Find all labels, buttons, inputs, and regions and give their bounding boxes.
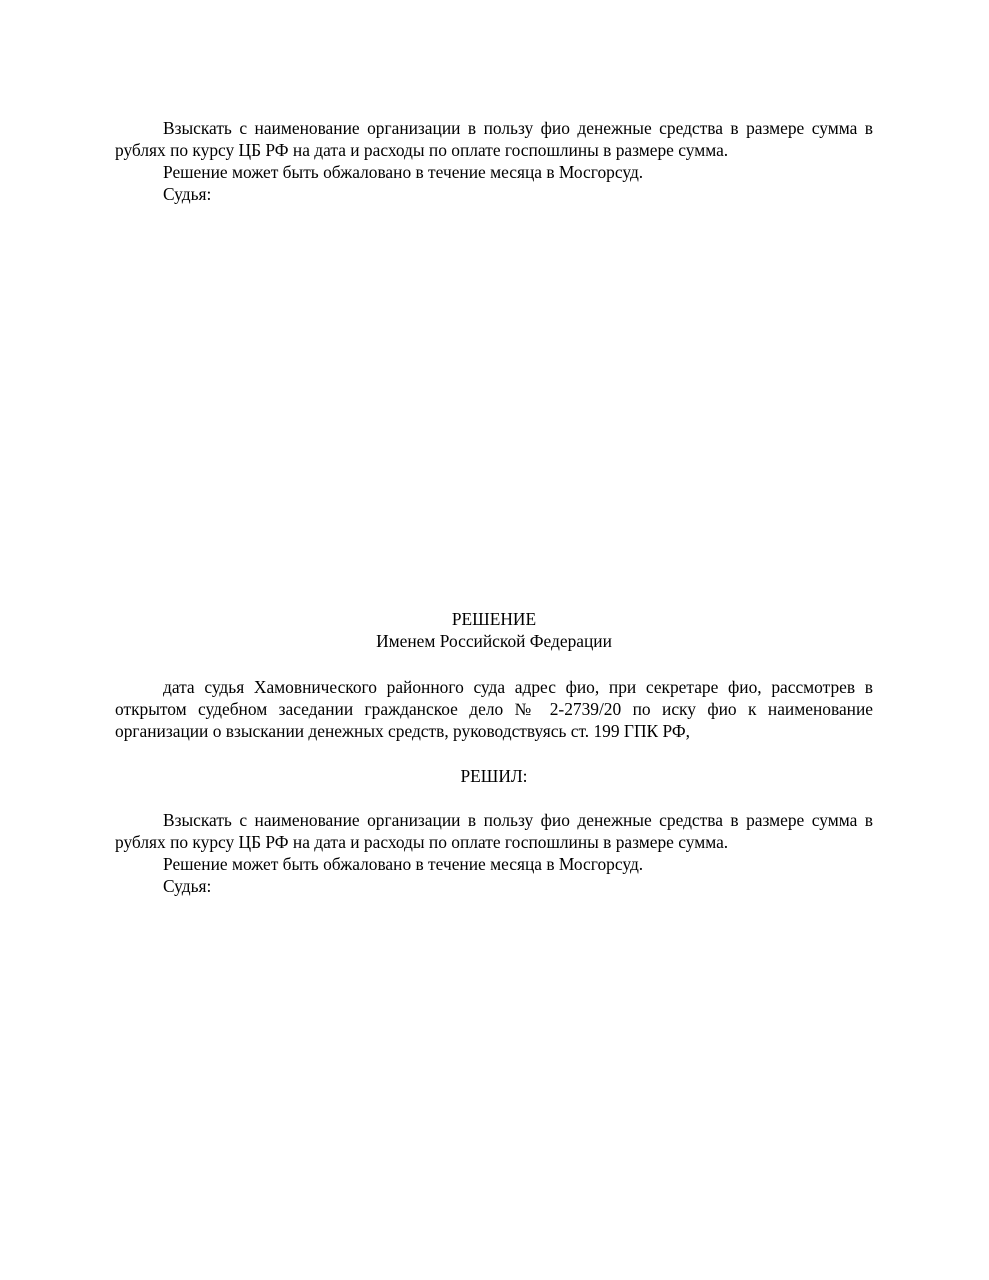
decision-ruling-section (115, 809, 873, 897)
decision-intro-section (115, 676, 873, 742)
top-appeal-paragraph: Решение может быть обжаловано в течение месяца в Мосгорсуд. (163, 162, 644, 182)
top-section (115, 117, 873, 205)
decision-heading (115, 608, 873, 652)
decision-subtitle: Именем Российской Федерации (376, 631, 612, 651)
decision-ruling-paragraph: Взыскать с наименование организации в пользу фио денежные средства в размере сумма в рублях по курсу ЦБ РФ на дата и расходы по оплате госпошлины в размере сумма. (115, 810, 873, 852)
decision-decided-section (115, 765, 873, 787)
decision-decided-label: РЕШИЛ: (460, 766, 528, 786)
top-ruling-paragraph: Взыскать с наименование организации в пользу фио денежные средства в размере сумма в рублях по курсу ЦБ РФ на дата и расходы по оплате госпошлины в размере сумма. (115, 118, 873, 160)
top-judge-label: Судья: (163, 184, 212, 204)
decision-title: РЕШЕНИЕ (451, 609, 537, 629)
decision-appeal-paragraph: Решение может быть обжаловано в течение месяца в Мосгорсуд. (163, 854, 644, 874)
decision-intro-paragraph: дата судья Хамовнического районного суда адрес фио, при секретаре фио, рассмотрев в открытом судебном заседании гражданское дело № 2-2739/20 по иску фио к наименование организации о взыскании денежных средств, руководствуясь ст. 199 ГПК РФ, (115, 677, 873, 741)
decision-judge-label: Судья: (163, 876, 212, 896)
